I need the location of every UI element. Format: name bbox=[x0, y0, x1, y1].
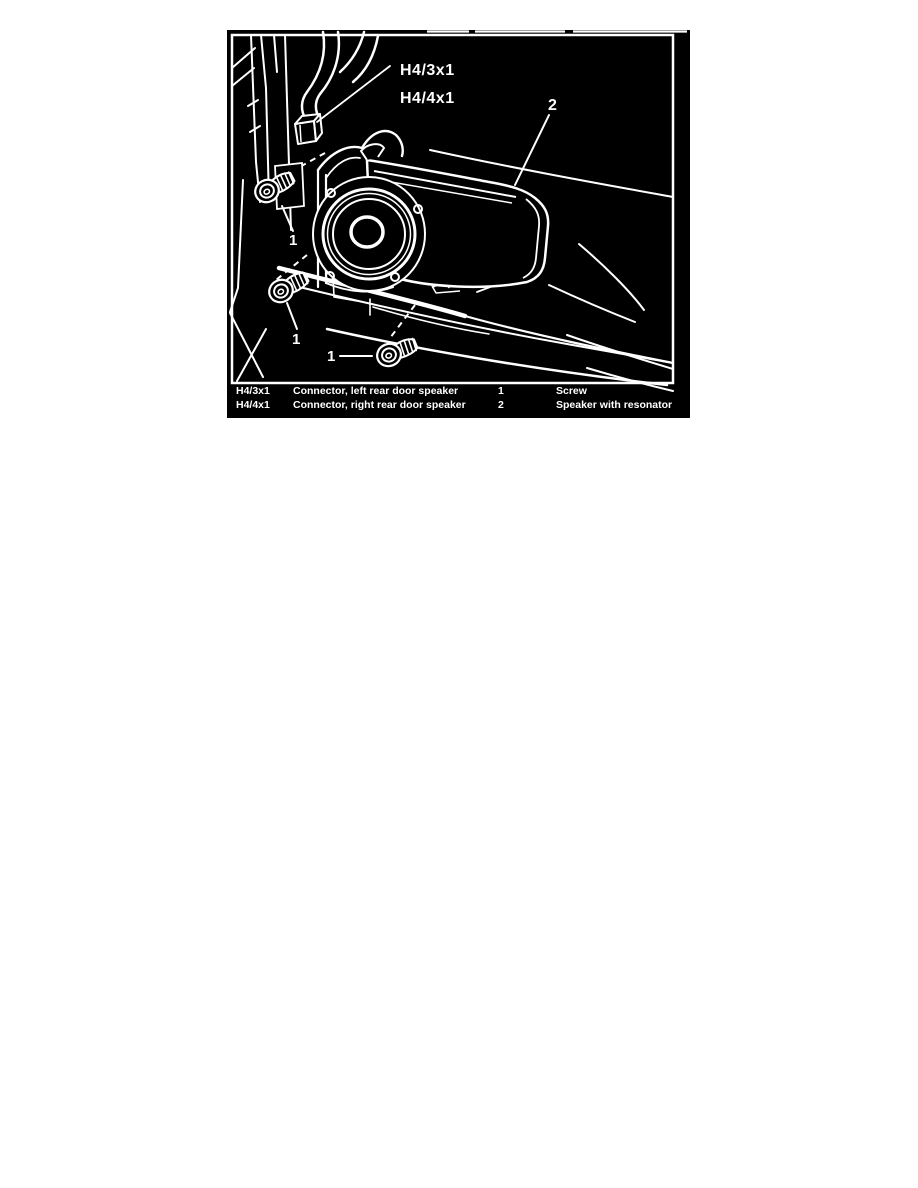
screw-b bbox=[265, 268, 312, 307]
speaker bbox=[313, 177, 425, 291]
wiring-harness bbox=[302, 32, 378, 120]
legend bbox=[236, 385, 672, 411]
callout-connector-bottom: H4/4x1 bbox=[400, 90, 455, 107]
legend-row-2 bbox=[236, 399, 672, 411]
callout-item1-a: 1 bbox=[289, 232, 298, 249]
connector-block bbox=[295, 114, 322, 144]
legend-desc-2: Connector, right rear door speaker bbox=[293, 399, 466, 411]
callout-item1-c: 1 bbox=[327, 348, 336, 365]
callout-connector-top: H4/3x1 bbox=[400, 62, 455, 79]
callout-item2: 2 bbox=[548, 97, 558, 114]
legend-ref-1: 1 bbox=[498, 385, 504, 397]
legend-desc-1: Connector, left rear door speaker bbox=[293, 385, 459, 397]
legend-ref-2: 2 bbox=[498, 399, 504, 411]
legend-code-1: H4/3x1 bbox=[236, 385, 270, 397]
legend-name-1: Screw bbox=[556, 385, 587, 397]
speaker-diagram-illustration bbox=[227, 30, 690, 418]
leader-connector-label bbox=[317, 66, 390, 122]
legend-row-1 bbox=[236, 385, 588, 397]
legend-name-2: Speaker with resonator bbox=[556, 399, 673, 411]
legend-code-2: H4/4x1 bbox=[236, 399, 270, 411]
leader-item2 bbox=[515, 115, 549, 185]
service-manual-figure bbox=[227, 30, 690, 418]
leader-screw-b bbox=[287, 303, 297, 329]
callout-item1-b: 1 bbox=[292, 331, 301, 348]
